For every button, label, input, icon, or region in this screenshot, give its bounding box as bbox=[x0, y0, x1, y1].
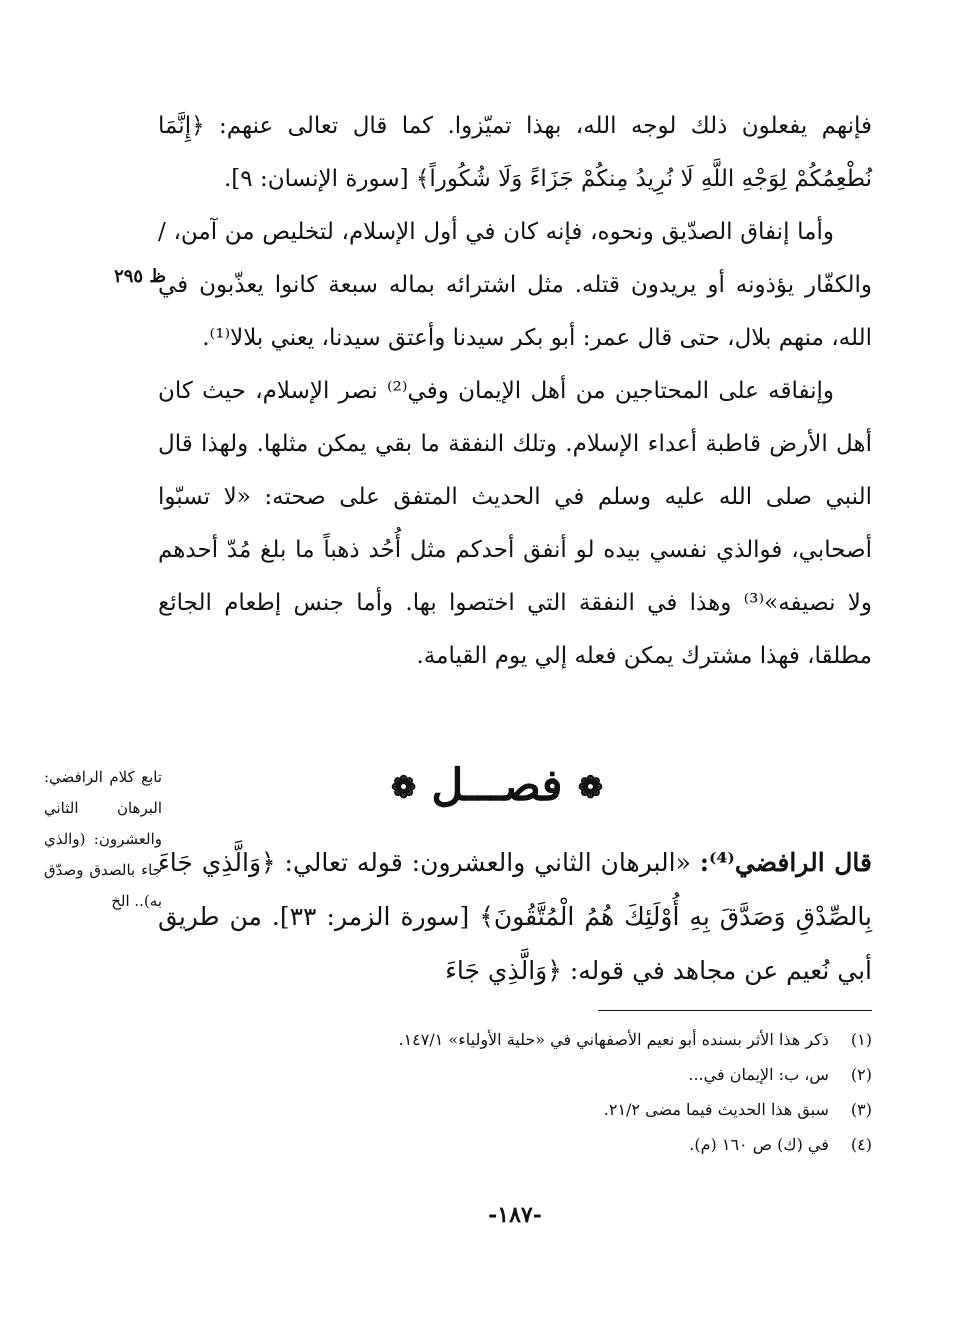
main-text-top bbox=[158, 100, 872, 683]
footnotes bbox=[158, 1022, 872, 1162]
paragraph-section-text: «البرهان الثاني والعشرون: قوله تعالي: ﴿وَالَّذِي جَاءَ بِالصِّدْقِ وَصَدَّقَ بِهِ أُوْلَئِكَ هُمُ الْمُتَّقُونَ﴾ [سورة الزمر: ٣٣]. من طريق أبي نُعيم عن مجاهد في قوله: ﴿وَالَّذِي جَاءَ bbox=[158, 848, 872, 985]
ornament-right-icon: ❁ bbox=[577, 770, 604, 806]
footnote-number: (١) bbox=[850, 1030, 872, 1049]
main-text-section bbox=[158, 836, 872, 998]
section-heading bbox=[372, 755, 622, 817]
footnote-number: (٣) bbox=[850, 1100, 872, 1119]
manuscript-folio-note: ظ ٢٩٥ bbox=[114, 266, 166, 287]
paragraph-3: وإنفاقه على المحتاجين من أهل الإيمان وفي⁽²⁾ نصر الإسلام، حيث كان أهل الأرض قاطبة أعداء الإسلام. وتلك النفقة ما بقي يمكن مثلها. ولهذا قال النبي صلى الله عليه وسلم في الحديث المتفق على صحته: «لا تسبّوا أصحابي، فوالذي نفسي بيده لو أنفق أحدكم مثل أُحُد ذهباً ما بلغ مُدّ أحدهم ولا نصيفه»⁽³⁾ وهذا في النفقة التي اختصوا بها. وأما جنس إطعام الجائع مطلقا، فهذا مشترك يمكن فعله إلي يوم القيامة. bbox=[158, 378, 872, 669]
side-margin-note: تابع كلام الرافضي: البرهان الثاني والعشرون: (والذي جاء بالصدق وصدّق به).. الخ bbox=[44, 768, 162, 910]
footnote-number: (٤) bbox=[850, 1135, 872, 1154]
paragraph-1: فإنهم يفعلون ذلك لوجه الله، بهذا تميّزوا. كما قال تعالى عنهم: ﴿إِنَّمَا نُطْعِمُكُمْ لِوَجْهِ اللَّهِ لَا نُرِيدُ مِنكُمْ جَزَاءً وَلَا شُكُوراً﴾ [سورة الإنسان: ٩]. bbox=[158, 113, 872, 192]
footnote-number: (٢) bbox=[850, 1065, 872, 1084]
footnote-1 bbox=[158, 1022, 872, 1057]
footnote-text: ذكر هذا الأثر بسنده أبو نعيم الأصفهاني في «حلية الأولياء» ١٤٧/١. bbox=[398, 1030, 829, 1049]
footnote-text: سبق هذا الحديث فيما مضى ٢١/٢. bbox=[603, 1100, 829, 1119]
footnote-text: في (ك) ص ١٦٠ (م). bbox=[689, 1135, 829, 1154]
paragraph-section bbox=[158, 836, 872, 998]
section-heading-text: فصـــل bbox=[431, 760, 563, 811]
paragraph-speaker: قال الرافضي⁽⁴⁾: bbox=[699, 848, 872, 877]
footnote-divider bbox=[598, 1010, 872, 1011]
page-number: -١٨٧- bbox=[488, 1202, 542, 1228]
paragraph-2: وأما إنفاق الصدّيق ونحوه، فإنه كان في أول الإسلام، لتخليص من آمن، / والكفّار يؤذونه أو يريدون قتله. مثل اشترائه بماله سبعة كانوا يعذّبون في الله، منهم بلال، حتى قال عمر: أبو بكر سيدنا وأعتق سيدنا، يعني بلالا⁽¹⁾. bbox=[158, 219, 872, 351]
footnote-text: س، ب: الإيمان في... bbox=[688, 1065, 829, 1084]
ornament-left-icon: ❁ bbox=[390, 770, 417, 806]
footnote-4 bbox=[158, 1127, 872, 1162]
footnote-3 bbox=[158, 1092, 872, 1127]
footnote-2 bbox=[158, 1057, 872, 1092]
